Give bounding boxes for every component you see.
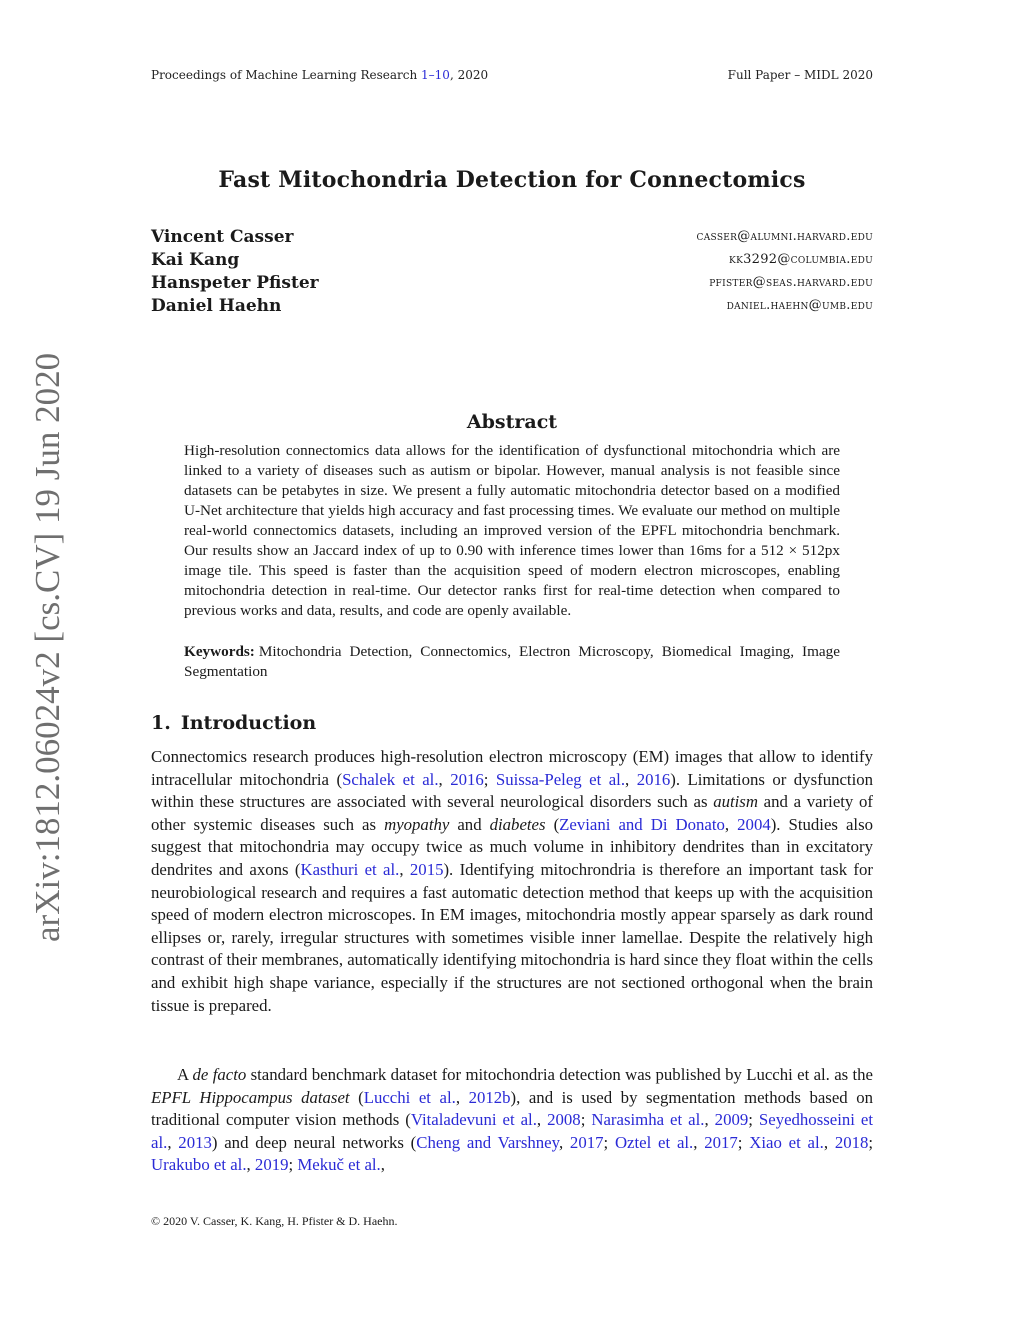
citation-year-link[interactable]: 2017 <box>569 1132 604 1152</box>
citation-year-link[interactable]: 2004 <box>737 814 771 834</box>
keywords-text: Mitochondria Detection, Connectomics, Electron Microscopy, Biomedical Imaging, Image Segmentation <box>184 643 840 680</box>
section-title: Introduction <box>180 712 317 734</box>
section-number: 1. <box>151 712 171 734</box>
intro-paragraph-1: Connectomics research produces high-resolution electron microscopy (EM) images that allow to identify intracellular mitochondria (Schalek et al., 2016; Suissa-Peleg et al., 2016). Limitations or dysfunction within these structures are associated with several neurological disorders such as autism and a variety of other systemic diseases such as myopathy and diabetes (Zeviani and Di Donato, 2004). Studies also suggest that mitochondria may occupy twice as much volume in inhibitory dendrites than in excitatory dendrites and axons (Kasthuri et al., 2015). Identifying mitochrondria is therefore an important task for neurobiological research and requires a fast automatic detection method that keeps up with the acquisition speed of modern electron microscopes. In EM images, mitochondria mostly appear sparsely as dark round ellipses or, rarely, irregular structures with sometimes visible inner lamellae. Despite the relatively high contrast of their membranes, automatically identifying mitochondria is hard since they float within the cells and exhibit high shape variance, especially if the structures are not sectioned orthogonal when the brain tissue is prepared. <box>151 747 874 1015</box>
citation-link[interactable]: Zeviani and Di Donato <box>559 814 725 834</box>
keywords-label: Keywords: <box>184 643 255 660</box>
author-email[interactable]: daniel.haehn@umb.edu <box>726 298 873 313</box>
citation-link[interactable]: Schalek et al. <box>342 769 439 789</box>
citation-year-link[interactable]: 2013 <box>178 1132 212 1152</box>
citation-link[interactable]: Lucchi et al. <box>363 1087 456 1107</box>
abstract-heading: Abstract <box>466 411 558 433</box>
citation-year-link[interactable]: 2012b <box>468 1087 511 1107</box>
citation-year-link[interactable]: 2015 <box>409 859 444 879</box>
citation-year-link[interactable]: 2008 <box>547 1110 581 1130</box>
citation-year-link[interactable]: 2016 <box>450 769 484 789</box>
citation-link[interactable]: Urakubo et al. <box>151 1155 247 1175</box>
arxiv-identifier-stamp: arXiv:1812.06024v2 [cs.CV] 19 Jun 2020 <box>28 352 67 942</box>
author-name: Kai Kang <box>151 250 240 270</box>
citation-year-link[interactable]: 2018 <box>834 1132 869 1152</box>
citation-year-link[interactable]: 2019 <box>254 1155 289 1175</box>
author-email[interactable]: pfister@seas.harvard.edu <box>709 275 873 290</box>
running-head-left: Proceedings of Machine Learning Research 1–10, 2020 <box>151 68 489 82</box>
author-email[interactable]: casser@alumni.harvard.edu <box>696 229 873 244</box>
author-name: Daniel Haehn <box>151 296 282 316</box>
author-row <box>151 250 873 273</box>
citation-link[interactable]: Narasimha et al. <box>591 1110 705 1130</box>
author-name: Hanspeter Pfister <box>151 273 319 293</box>
paper-title: Fast Mitochondria Detection for Connectomics <box>218 167 806 193</box>
citation-link[interactable]: Seyedhosseini et al. <box>151 1110 874 1152</box>
section-heading-introduction <box>151 712 316 734</box>
author-name: Vincent Casser <box>151 227 294 247</box>
citation-link[interactable]: Vitaladevuni et al. <box>410 1110 537 1130</box>
abstract-text: High-resolution connectomics data allows for the identification of dysfunctional mitochondria which are linked to a variety of diseases such as autism or bipolar. However, manual analysis is not feasible since datasets can be petabytes in size. We present a fully automatic mitochondria detector based on a modified U-Net architecture that yields high accuracy and fast processing times. We evaluate our method on multiple real-world connectomics datasets, including an improved version of the EPFL mitochondria benchmark. Our results show an Jaccard index of up to 0.90 with inference times lower than 16ms for a 512 × 512px image tile. This speed is faster than the acquisition speed of modern electron microscopes, enabling mitochondria detection in real-time. Our detector ranks first for real-time detection when compared to previous works and data, results, and code are openly available. <box>184 442 840 619</box>
citation-link[interactable]: Mekuč et al. <box>297 1155 381 1175</box>
running-head-right: Full Paper – MIDL 2020 <box>727 68 873 82</box>
citation-link[interactable]: Kasthuri et al. <box>300 859 400 879</box>
citation-year-link[interactable]: 2009 <box>714 1110 749 1130</box>
citation-link[interactable]: Suissa-Peleg et al. <box>495 769 626 789</box>
pages-link[interactable]: 1–10 <box>421 68 450 82</box>
citation-year-link[interactable]: 2016 <box>636 769 671 789</box>
citation-link[interactable]: Oztel et al. <box>614 1132 694 1152</box>
author-list <box>151 227 873 319</box>
author-row <box>151 227 873 250</box>
author-row <box>151 296 873 319</box>
intro-paragraph-2: A de facto standard benchmark dataset for mitochondria detection was published by Lucchi et al. as the EPFL Hippocampus dataset (Lucchi et al., 2012b), and is used by segmentation methods based on traditional computer vision methods (Vitaladevuni et al., 2008; Narasimha et al., 2009; Seyedhosseini et al., 2013) and deep neural networks (Cheng and Varshney, 2017; Oztel et al., 2017; Xiao et al., 2018; Urakubo et al., 2019; Mekuč et al., <box>151 1065 874 1175</box>
author-row <box>151 273 873 296</box>
author-email[interactable]: kk3292@columbia.edu <box>729 252 873 267</box>
keywords <box>184 642 840 682</box>
citation-link[interactable]: Xiao et al. <box>749 1132 824 1152</box>
copyright-footer: © 2020 V. Casser, K. Kang, H. Pfister & D. Haehn. <box>151 1214 398 1228</box>
citation-year-link[interactable]: 2017 <box>704 1132 738 1152</box>
citation-link[interactable]: Cheng and Varshney <box>416 1132 559 1152</box>
